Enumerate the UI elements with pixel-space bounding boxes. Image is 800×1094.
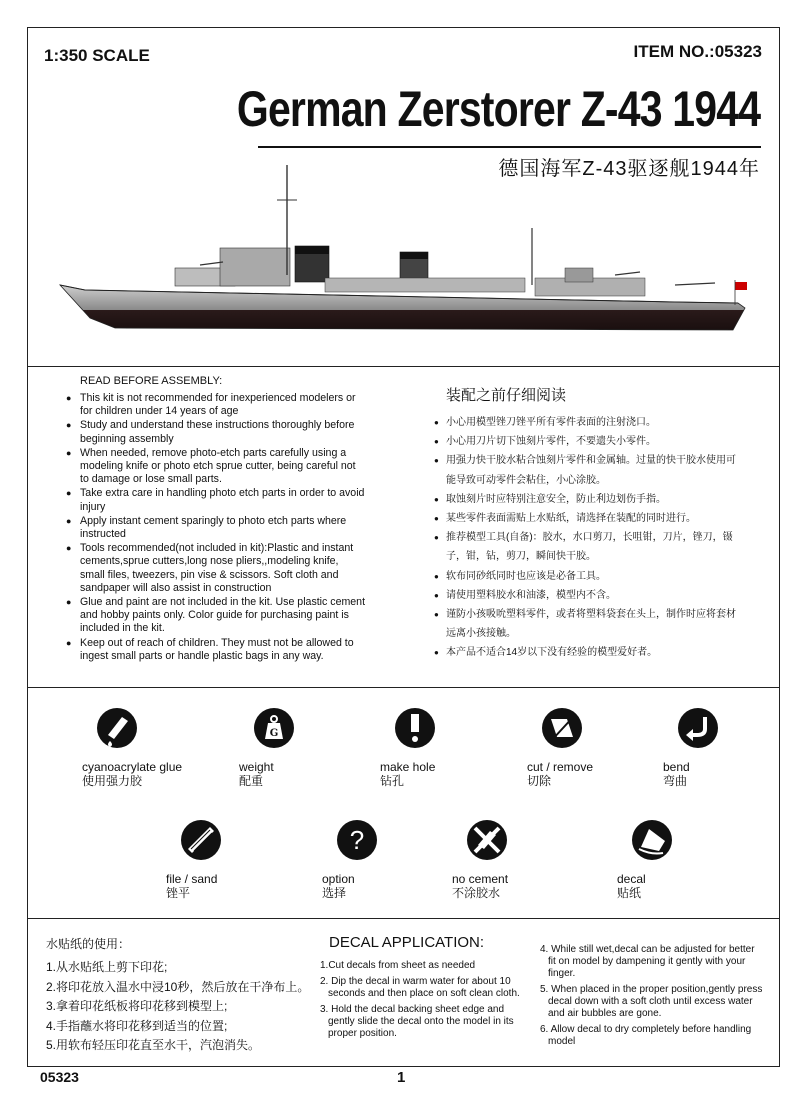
list-item: 6. Allow decal to dry completely before handling model <box>540 1024 752 1047</box>
notes-en-list <box>66 392 366 664</box>
list-item: ● 小心用模型锉刀锉平所有零件表面的注射浇口。 <box>434 413 744 432</box>
list-item: ● 推荐模型工具(自备)：胶水，水口剪刀，长咀钳，刀片，锉刀，镊子，钳，钻，剪刀，瞬间快干胶。 <box>434 528 744 566</box>
decal-en-list-2 <box>540 944 765 1052</box>
symbol-label-cn: 配重 <box>239 774 264 788</box>
list-item: 1.从水贴纸上剪下印花; <box>46 960 168 974</box>
list-item: ● Study and understand these instructions thoroughly before beginning assembly <box>66 419 366 445</box>
list-item: 3.拿着印花纸板将印花移到模型上; <box>46 999 228 1013</box>
list-item: ● 用强力快干胶水粘合蚀刻片零件和金属轴。过量的快干胶水使用可能导致可动零件会粘住，小心涂胶。 <box>434 451 744 489</box>
decal-en-heading: DECAL APPLICATION: <box>329 934 485 951</box>
symbol-make-hole <box>380 707 520 788</box>
divider-symbols <box>27 918 780 919</box>
symbol-label-en: bend <box>663 760 690 774</box>
list-item: 2.将印花放入温水中浸10秒，然后放在干净布上。 <box>46 979 310 994</box>
no-cement-icon <box>466 819 508 861</box>
symbol-label-en: weight <box>239 760 274 774</box>
drill-hole-icon <box>394 707 436 749</box>
divider-notes <box>27 687 780 688</box>
list-item: 4. While still wet,decal can be adjusted for better fit on model by dampening it gently with your finger. <box>540 944 755 979</box>
weight-icon <box>253 707 295 749</box>
list-item: 4.手指蘸水将印花移到适当的位置; <box>46 1018 228 1033</box>
glue-drop-icon <box>96 707 138 749</box>
list-item: ● 取蚀刻片时应特别注意安全，防止利边划伤手指。 <box>434 490 744 509</box>
ship-illustration <box>55 160 755 350</box>
symbol-file-sand <box>166 819 306 900</box>
symbol-label-cn: 锉平 <box>166 886 191 900</box>
list-item: ● 某些零件表面需贴上水贴纸，请选择在装配的同时进行。 <box>434 509 744 528</box>
page-subtitle: 德国海军Z-43驱逐舰1944年 <box>498 158 760 180</box>
question-icon <box>336 819 378 861</box>
list-item: ● This kit is not recommended for inexperienced modelers or for children under 14 years of age <box>66 392 366 418</box>
footer-item-code: 05323 <box>40 1069 79 1085</box>
weight-glyph: G <box>269 728 279 739</box>
list-item: ● 本产品不适合14岁以下没有经验的模型爱好者。 <box>434 643 744 662</box>
symbol-glue <box>82 707 222 788</box>
symbol-label-cn: 弯曲 <box>663 774 688 788</box>
title-underline <box>258 146 761 148</box>
list-item: 5.用软布轻压印花直至水干，汽泡消失。 <box>46 1038 261 1052</box>
list-item: ● When needed, remove photo-etch parts carefully using a modeling knife or photo etch sprue cutter, being careful not to damage or lose small parts. <box>66 447 366 487</box>
list-item: 5. When placed in the proper position,gently press decal down with a soft cloth until excess water and air bubbles are gone. <box>540 984 763 1019</box>
list-item: ● 谨防小孩吸吮塑料零件，或者将塑料袋套在头上，制作时应将套材远离小孩接触。 <box>434 605 744 643</box>
symbol-bend <box>663 707 800 788</box>
cut-icon <box>541 707 583 749</box>
symbol-label-en: no cement <box>452 872 509 886</box>
list-item: ● 软布同砂纸同时也应该是必备工具。 <box>434 567 744 586</box>
list-item: ● Glue and paint are not included in the kit. Use plastic cement and hobby paints only. Color guide for purchasing paint is included in the kit. <box>66 596 366 636</box>
list-item: ● 请使用塑料胶水和油漆，模型内不含。 <box>434 586 744 605</box>
symbol-label-cn: 使用强力胶 <box>82 774 143 788</box>
page-title: German Zerstorer Z-43 1944 <box>236 81 760 137</box>
symbol-weight <box>239 707 379 788</box>
symbol-option <box>322 819 462 900</box>
scale-label: 1:350 SCALE <box>44 46 150 65</box>
list-item: 3. Hold the decal backing sheet edge and gently slide the decal onto the model in its proper position. <box>320 1004 514 1039</box>
decal-cn-heading: 水贴纸的使用： <box>46 937 131 951</box>
notes-en-heading: READ BEFORE ASSEMBLY: <box>80 375 223 387</box>
symbol-decal <box>617 819 757 900</box>
option-glyph: ? <box>349 825 365 855</box>
symbol-label-cn: 切除 <box>527 774 552 788</box>
decal-icon <box>631 819 673 861</box>
symbol-label-en: option <box>322 872 355 886</box>
symbol-label-en: make hole <box>380 760 436 774</box>
list-item: ● 小心用刀片切下蚀刻片零件，不要遗失小零件。 <box>434 432 744 451</box>
symbol-label-cn: 贴纸 <box>617 886 642 900</box>
decal-en-list <box>320 960 530 1044</box>
notes-cn-list <box>434 413 744 663</box>
symbol-label-en: file / sand <box>166 872 218 886</box>
list-item: ● Apply instant cement sparingly to photo etch parts where instructed <box>66 515 366 541</box>
list-item: ● Keep out of reach of children. They must not be allowed to ingest small parts or handle plastic bags in any way. <box>66 637 366 663</box>
page-number: 1 <box>397 1069 406 1086</box>
symbol-label-en: cut / remove <box>527 760 594 774</box>
list-item: ● Take extra care in handling photo etch parts in order to avoid injury <box>66 487 366 513</box>
symbol-label-en: decal <box>617 872 646 886</box>
symbol-label-cn: 钻孔 <box>380 774 405 788</box>
symbol-label-cn: 不涂胶水 <box>452 886 501 900</box>
notes-cn-heading: 装配之前仔细阅读 <box>446 386 567 404</box>
bend-arrow-icon <box>677 707 719 749</box>
item-number: ITEM NO.:05323 <box>633 42 762 61</box>
decal-cn-list <box>46 958 309 1056</box>
symbol-label-cn: 选择 <box>322 886 347 900</box>
list-item: 1.Cut decals from sheet as needed <box>320 960 476 971</box>
symbol-cut <box>527 707 667 788</box>
symbol-no-cement <box>452 819 592 900</box>
file-sand-icon <box>180 819 222 861</box>
list-item: 2. Dip the decal in warm water for about 10 seconds and then place on soft clean cloth. <box>320 976 520 999</box>
symbol-label-en: cyanoacrylate glue <box>82 760 183 774</box>
list-item: ● Tools recommended(not included in kit):Plastic and instant cements,sprue cutters,long nose pliers,,modeling knife, small files, tweezers, pin vise & scissors. Soft cloth and sandpaper will also assist in construction <box>66 542 366 595</box>
divider-header <box>27 366 780 367</box>
